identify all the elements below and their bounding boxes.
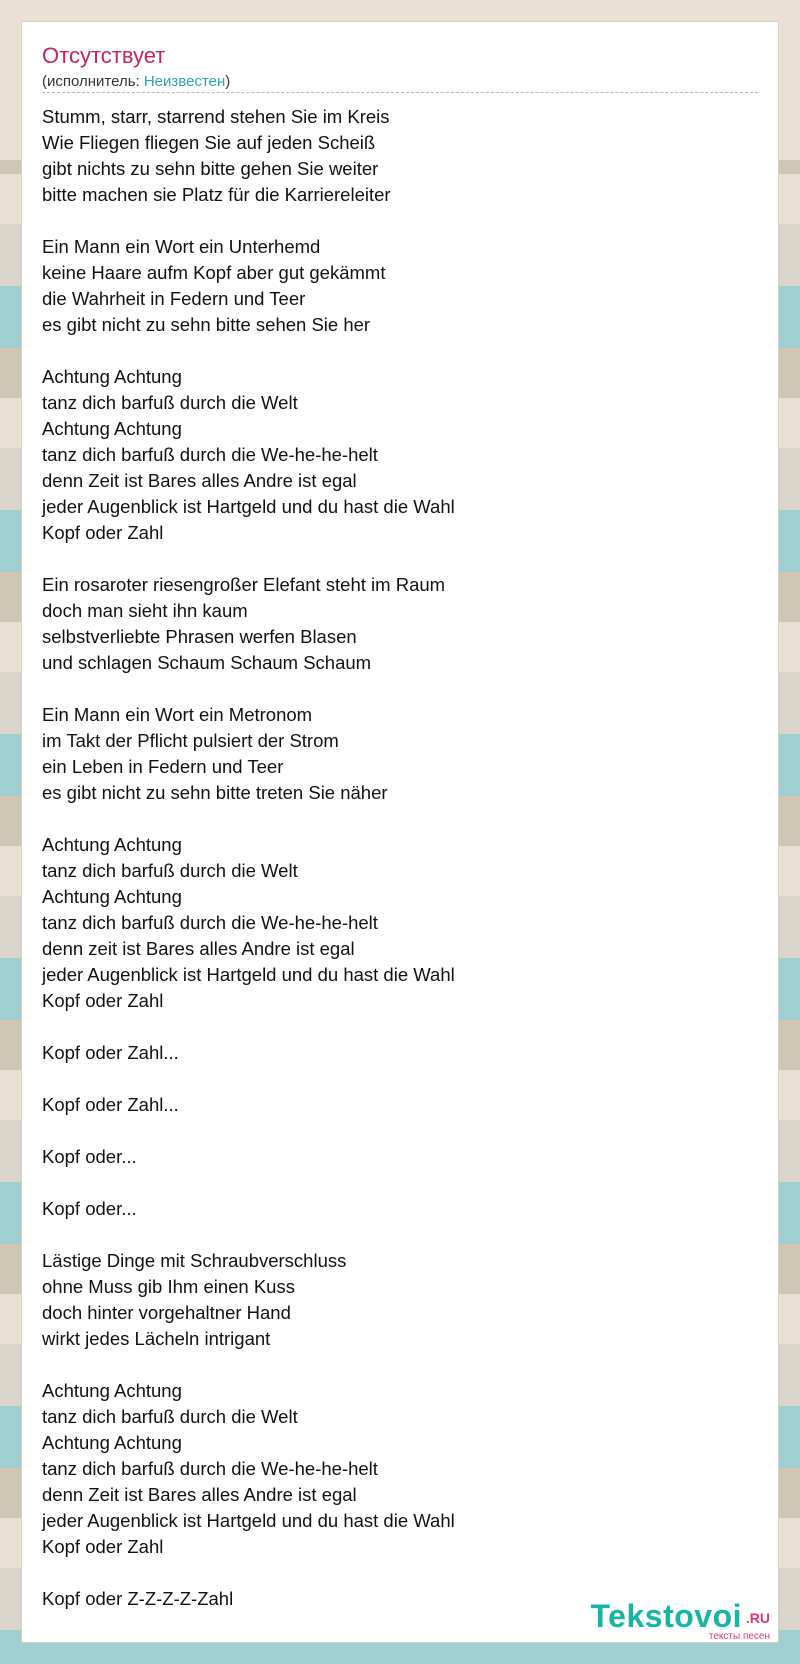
logo-tagline: тексты песен [708,1631,770,1642]
logo-tld: .RU [745,1610,770,1626]
artist-link[interactable]: Неизвестен [143,73,226,90]
title-divider [42,92,758,93]
lyrics-text: Stumm, starr, starrend stehen Sie im Kreis Wie Fliegen fliegen Sie auf jeden Scheiß gibt nichts zu sehn bitte gehen Sie weiter bitte machen sie Platz für die Karriereleiter Ein Mann ein Wort ein Unterhemd keine Haare aufm Kopf aber gut gekämmt die Wahrheit in Federn und Teer es gibt nicht zu sehn bitte sehen Sie her Achtung Achtung tanz dich barfuß durch die Welt Achtung Achtung tanz dich barfuß durch die We-he-he-helt denn Zeit ist Bares alles Andre ist egal jeder Augenblick ist Hartgeld und du hast die Wahl Kopf oder Zahl Ein rosaroter riesengroßer Elefant steht im Raum doch man sieht ihn kaum selbstverliebte Phrasen werfen Blasen und schlagen Schaum Schaum Schaum Ein Mann ein Wort ein Metronom im Takt der Pflicht pulsiert der Strom ein Leben in Federn und Teer es gibt nicht zu sehn bitte treten Sie näher Achtung Achtung tanz dich barfuß durch die Welt Achtung Achtung tanz dich barfuß durch die We-he-he-helt denn zeit ist Bares alles Andre ist egal jeder Augenblick ist Hartgeld und du hast die Wahl Kopf oder Zahl Kopf oder Zahl... Kopf oder Zahl... Kopf oder... Kopf oder... Lästige Dinge mit Schraubverschluss ohne Muss gib Ihm einen Kuss doch hinter vorgehaltner Hand wirkt jedes Lächeln intrigant Achtung Achtung tanz dich barfuß durch die Welt Achtung Achtung tanz dich barfuß durch die We-he-he-helt denn Zeit ist Bares alles Andre ist egal jeder Augenblick ist Hartgeld und du hast die Wahl Kopf oder Zahl Kopf oder Z-Z-Z-Z-Zahl [42,106,455,1609]
artist-line [42,72,230,92]
logo-wordmark: Tekstovoi [590,1598,742,1634]
song-title: Отсутствует [42,43,166,68]
site-logo[interactable] [580,1598,770,1642]
artist-prefix: (исполнитель: [42,73,144,90]
artist-suffix: ) [225,73,231,90]
